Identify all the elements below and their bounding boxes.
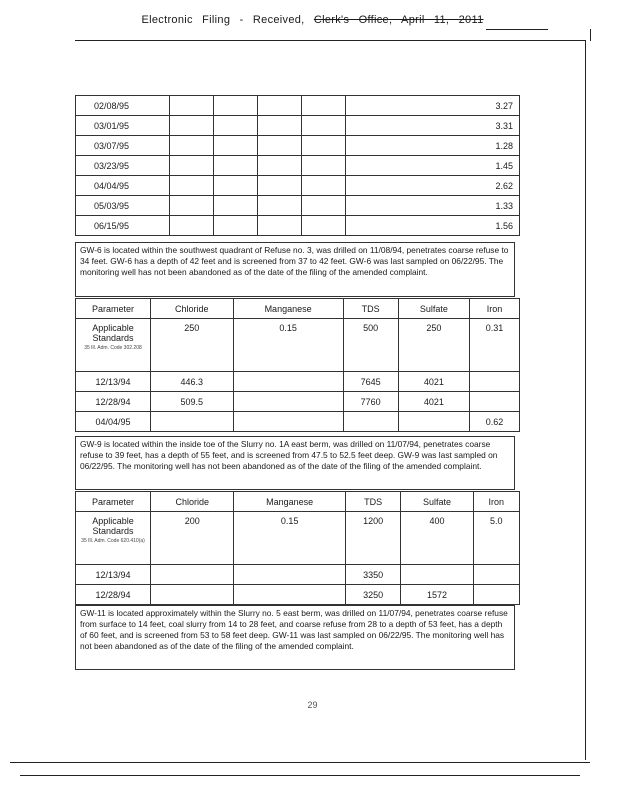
standards-label-cell bbox=[76, 319, 151, 372]
table-row bbox=[76, 372, 520, 392]
table-row bbox=[76, 392, 520, 412]
table-header-row bbox=[76, 492, 520, 512]
table-row bbox=[76, 136, 520, 156]
standards-label-cell bbox=[76, 512, 151, 565]
date-cell: 02/08/95 bbox=[76, 96, 170, 116]
tds-cell: 3350 bbox=[345, 565, 401, 585]
standard-iron: 5.0 bbox=[473, 512, 519, 565]
filing-header-office: Clerk's Office, April 11, 2011 bbox=[313, 14, 484, 26]
header-chloride: Chloride bbox=[151, 299, 234, 319]
standards-citation: 35 Ill. Adm. Code 620.410(a) bbox=[81, 538, 145, 544]
filing-header bbox=[0, 14, 625, 26]
chloride-cell: 509.5 bbox=[151, 392, 234, 412]
tds-cell bbox=[343, 412, 398, 432]
gw6-description: GW-6 is located within the southwest quadrant of Refuse no. 3, was drilled on 11/08/94, penetrates coarse refuse to 34 feet. GW-6 has a depth of 42 feet and is screened from 37 to 42 feet. GW-6 was last sampled on 06/22/95. The monitoring well has not been abandoned as of the date of the filing of the amended complaint. bbox=[75, 242, 515, 297]
standard-tds: 1200 bbox=[345, 512, 401, 565]
header-sulfate: Sulfate bbox=[401, 492, 473, 512]
table-gw6 bbox=[75, 298, 520, 432]
sulfate-cell bbox=[398, 412, 469, 432]
standard-sulfate: 400 bbox=[401, 512, 473, 565]
corner-mark bbox=[590, 29, 591, 41]
table-row bbox=[76, 176, 520, 196]
table-row bbox=[76, 96, 520, 116]
standards-row bbox=[76, 512, 520, 565]
manganese-cell bbox=[233, 412, 343, 432]
standard-sulfate: 250 bbox=[398, 319, 469, 372]
header-parameter: Parameter bbox=[76, 492, 151, 512]
date-cell: 12/13/94 bbox=[76, 372, 151, 392]
header-iron: Iron bbox=[473, 492, 519, 512]
header-tds: TDS bbox=[343, 299, 398, 319]
date-cell: 03/07/95 bbox=[76, 136, 170, 156]
date-cell: 03/23/95 bbox=[76, 156, 170, 176]
table-row bbox=[76, 585, 520, 605]
sulfate-cell bbox=[401, 565, 473, 585]
standards-row bbox=[76, 319, 520, 372]
iron-cell: 3.27 bbox=[346, 96, 520, 116]
iron-cell: 1.56 bbox=[346, 216, 520, 236]
header-parameter: Parameter bbox=[76, 299, 151, 319]
bottom-rule bbox=[10, 762, 590, 763]
table-row bbox=[76, 196, 520, 216]
iron-cell bbox=[470, 392, 520, 412]
date-cell: 12/28/94 bbox=[76, 585, 151, 605]
standard-chloride: 200 bbox=[151, 512, 234, 565]
table-row bbox=[76, 116, 520, 136]
date-cell: 04/04/95 bbox=[76, 176, 170, 196]
header-tds: TDS bbox=[345, 492, 401, 512]
sulfate-cell: 4021 bbox=[398, 372, 469, 392]
sulfate-cell: 4021 bbox=[398, 392, 469, 412]
date-cell: 12/28/94 bbox=[76, 392, 151, 412]
date-cell: 03/01/95 bbox=[76, 116, 170, 136]
date-cell: 04/04/95 bbox=[76, 412, 151, 432]
footer-rule bbox=[20, 775, 580, 776]
manganese-cell bbox=[233, 372, 343, 392]
header-iron: Iron bbox=[470, 299, 520, 319]
date-cell: 06/15/95 bbox=[76, 216, 170, 236]
iron-cell: 3.31 bbox=[346, 116, 520, 136]
table-header-row bbox=[76, 299, 520, 319]
top-rule bbox=[75, 40, 585, 41]
date-cell: 12/13/94 bbox=[76, 565, 151, 585]
table-gw9 bbox=[75, 491, 520, 605]
header-manganese: Manganese bbox=[234, 492, 345, 512]
standard-tds: 500 bbox=[343, 319, 398, 372]
standards-citation: 35 Ill. Adm. Code 302.208 bbox=[84, 345, 142, 351]
standard-manganese: 0.15 bbox=[233, 319, 343, 372]
iron-cell: 1.45 bbox=[346, 156, 520, 176]
gw9-description: GW-9 is located within the inside toe of the Slurry no. 1A east berm, was drilled on 11/07/94, penetrates coarse refuse to 39 feet, has a depth of 55 feet, and is screened from 47.5 to 52.5 feet deep. GW-9 was last sampled on 06/22/95. The monitoring well has not been abandoned as of the date of the filing of the amended complaint. bbox=[75, 436, 515, 490]
table-gw5-iron bbox=[75, 95, 520, 236]
iron-cell bbox=[470, 372, 520, 392]
page-number: 29 bbox=[307, 700, 318, 710]
sulfate-cell: 1572 bbox=[401, 585, 473, 605]
chloride-cell: 446.3 bbox=[151, 372, 234, 392]
table-row bbox=[76, 412, 520, 432]
manganese-cell bbox=[233, 392, 343, 412]
filing-header-received: Electronic Filing - Received, bbox=[141, 14, 305, 26]
standard-iron: 0.31 bbox=[470, 319, 520, 372]
header-sulfate: Sulfate bbox=[398, 299, 469, 319]
table-row bbox=[76, 565, 520, 585]
iron-cell: 1.33 bbox=[346, 196, 520, 216]
header-rule bbox=[486, 29, 548, 30]
date-cell: 05/03/95 bbox=[76, 196, 170, 216]
chloride-cell bbox=[151, 412, 234, 432]
standard-manganese: 0.15 bbox=[234, 512, 345, 565]
iron-cell: 0.62 bbox=[470, 412, 520, 432]
gw11-description: GW-11 is located approximately within the Slurry no. 5 east berm, was drilled on 11/07/94, penetrates coarse refuse from surface to 14 feet, coal slurry from 14 to 28 feet, and coarse refuse from 28 to a depth of 53 feet, has a depth of 60 feet, and is screened from 53 to 58 feet deep. GW-11 was last sampled on 06/22/95. The monitoring well has not been abandoned as of the date of the filing of the amended complaint. bbox=[75, 605, 515, 670]
standard-chloride: 250 bbox=[151, 319, 234, 372]
tds-cell: 7645 bbox=[343, 372, 398, 392]
right-margin-line bbox=[585, 40, 586, 760]
iron-cell: 1.28 bbox=[346, 136, 520, 156]
standards-label: Applicable Standards bbox=[92, 323, 134, 343]
header-chloride: Chloride bbox=[151, 492, 234, 512]
table-row bbox=[76, 156, 520, 176]
iron-cell: 2.62 bbox=[346, 176, 520, 196]
header-manganese: Manganese bbox=[233, 299, 343, 319]
standards-label: Applicable Standards bbox=[92, 516, 134, 536]
table-row bbox=[76, 216, 520, 236]
tds-cell: 3250 bbox=[345, 585, 401, 605]
tds-cell: 7760 bbox=[343, 392, 398, 412]
